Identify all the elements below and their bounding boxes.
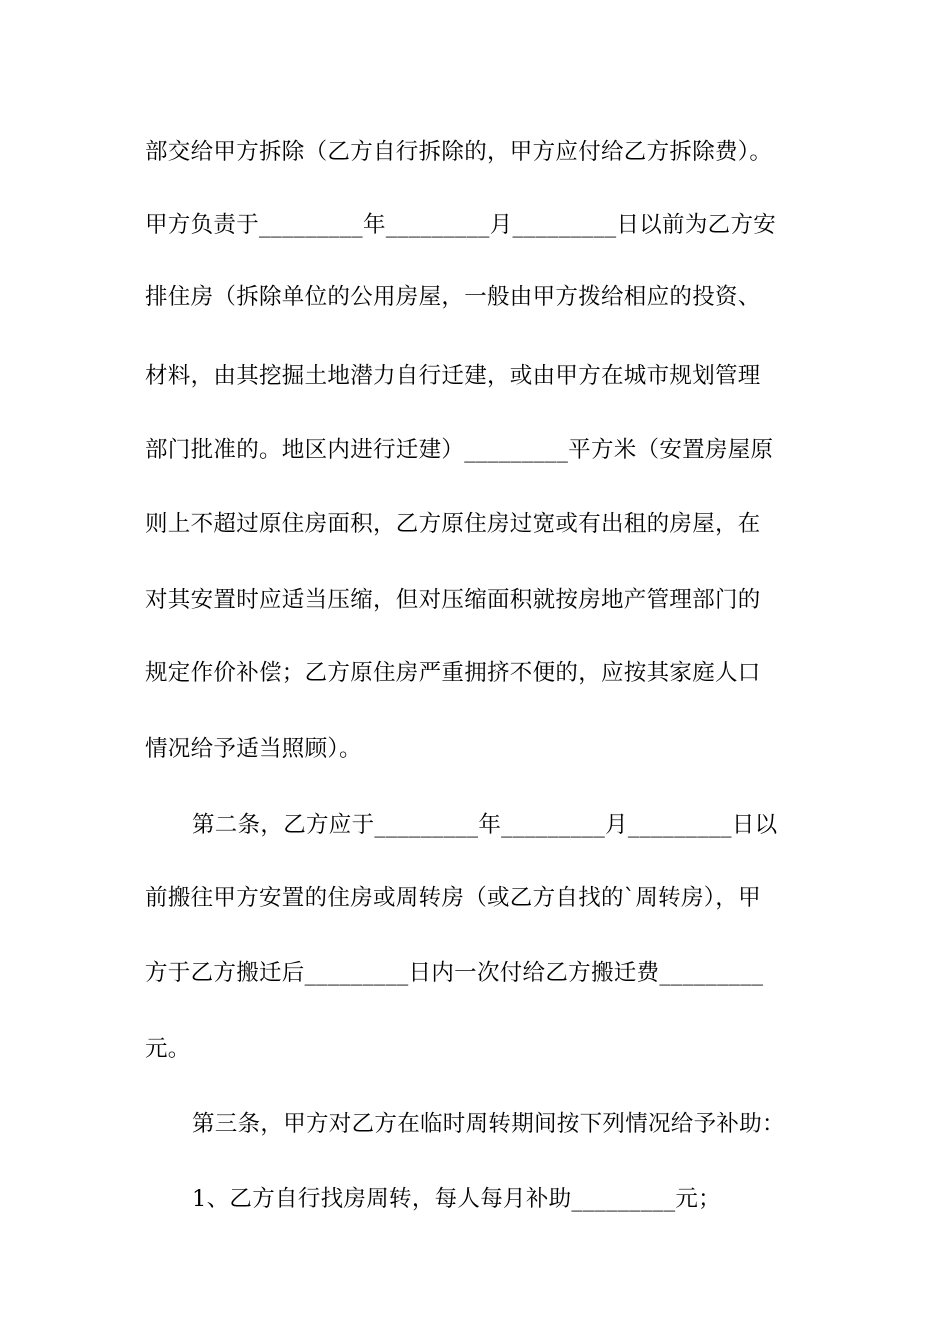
text-line-5: 部门批准的。地区内进行迁建）_________平方米（安置房屋原 [145, 437, 774, 463]
text-line-7: 对其安置时应适当压缩，但对压缩面积就按房地产管理部门的 [145, 587, 761, 613]
text-line-12: 方于乙方搬迁后_________日内一次付给乙方搬迁费_________ [145, 960, 764, 986]
text-line-2: 甲方负责于_________年_________月_________日以前为乙方安 [145, 212, 777, 238]
text-line-13: 元。 [145, 1036, 191, 1062]
text-line-4: 材料，由其挖掘土地潜力自行迁建，或由甲方在城市规划管理 [145, 363, 761, 389]
text-line-8: 规定作价补偿；乙方原住房严重拥挤不便的，应按其家庭人口 [145, 660, 761, 686]
paragraph-article-2: 第二条，乙方应于_________年_________月_________日以 [192, 812, 778, 838]
text-line-1: 部交给甲方拆除（乙方自行拆除的，甲方应付给乙方拆除费）。 [145, 139, 773, 165]
text-line-9: 情况给予适当照顾）。 [145, 736, 362, 762]
paragraph-article-3: 第三条，甲方对乙方在临时周转期间按下列情况给予补助： [192, 1111, 785, 1137]
list-item-1: 1、乙方自行找房周转，每人每月补助_________元； [192, 1186, 721, 1212]
text-line-6: 则上不超过原住房面积，乙方原住房过宽或有出租的房屋，在 [145, 511, 761, 537]
text-line-3: 排住房（拆除单位的公用房屋，一般由甲方拨给相应的投资、 [145, 284, 761, 310]
text-line-11: 前搬往甲方安置的住房或周转房（或乙方自找的`周转房），甲 [145, 885, 761, 911]
